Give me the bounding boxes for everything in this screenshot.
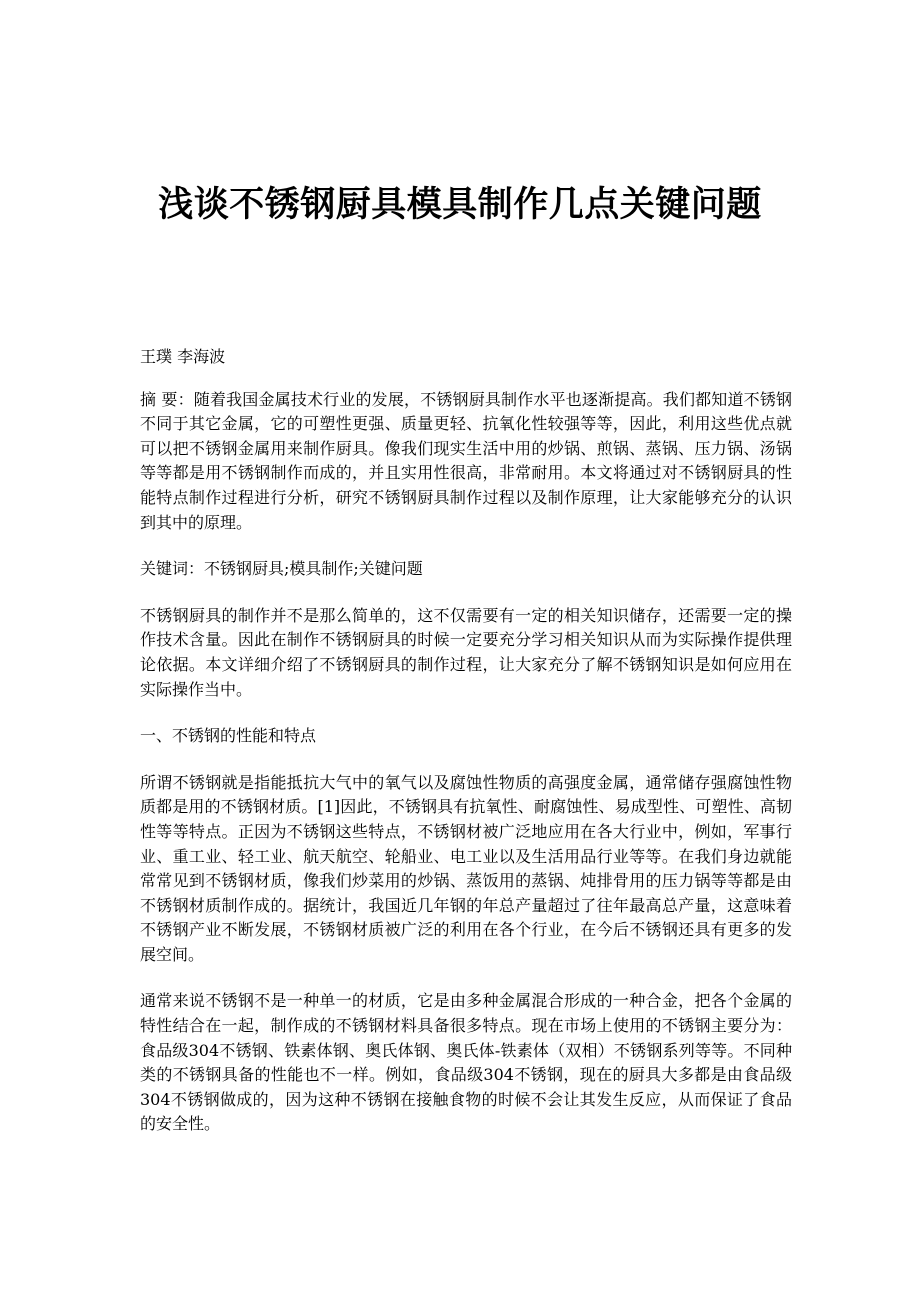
abstract-paragraph: 摘 要：随着我国金属技术行业的发展，不锈钢厨具制作水平也逐渐提高。我们都知道不锈钢不同于其它金属，它的可塑性更强、质量更轻、抗氧化性较强等等，因此，利用这些优点就可以把不锈钢金属用来制作厨具。像我们现实生活中用的炒锅、煎锅、蒸锅、压力锅、汤锅等等都是用不锈钢制作而成的，并且实用性很高，非常耐用。本文将通过对不锈钢厨具的性能特点制作过程进行分析，研究不锈钢厨具制作过程以及制作原理，让大家能够充分的认识到其中的原理。 xyxy=(140,389,792,532)
body-paragraph: 通常来说不锈钢不是一种单一的材质，它是由多种金属混合形成的一种合金，把各个金属的特性结合在一起，制作成的不锈钢材料具备很多特点。现在市场上使用的不锈钢主要分为：食品级304不锈钢、铁素体钢、奥氏体钢、奥氏体-铁素体（双相）不锈钢系列等等。不同种类的不锈钢具备的性能也不一样。例如，食品级304不锈钢，现在的厨具大多都是由食品级304不锈钢做成的，因为这种不锈钢在接触食物的时候不会让其发生反应，从而保证了食品的安全性。 xyxy=(140,991,792,1134)
paper-authors: 王璞 李海波 xyxy=(140,347,226,366)
paper-body xyxy=(140,345,792,1159)
intro-paragraph: 不锈钢厨具的制作并不是那么简单的，这不仅需要有一定的相关知识储存，还需要一定的操作技术含量。因此在制作不锈钢厨具的时候一定要充分学习相关知识从而为实际操作提供理论依据。本文详细介绍了不锈钢厨具的制作过程，让大家充分了解不锈钢知识是如何应用在实际操作当中。 xyxy=(140,605,792,699)
body-paragraph: 所谓不锈钢就是指能抵抗大气中的氧气以及腐蚀性物质的高强度金属，通常储存强腐蚀性物质都是用的不锈钢材质。[1]因此，不锈钢具有抗氧性、耐腐蚀性、易成型性、可塑性、高韧性等等特点。正因为不锈钢这些特点，不锈钢材被广泛地应用在各大行业中，例如，军事行业、重工业、轻工业、航天航空、轮船业、电工业以及生活用品行业等等。在我们身边就能常常见到不锈钢材质，像我们炒菜用的炒锅、蒸饭用的蒸锅、炖排骨用的压力锅等等都是由不锈钢材质制作成的。据统计，我国近几年钢的年总产量超过了往年最高总产量，这意味着不锈钢产业不断发展，不锈钢材质被广泛的利用在各个行业，在今后不锈钢还具有更多的发展空间。 xyxy=(140,772,792,964)
paper-title: 浅谈不锈钢厨具模具制作几点关键问题 xyxy=(158,185,762,225)
section-heading: 一、不锈钢的性能和特点 xyxy=(140,726,317,746)
keywords-line: 关键词：不锈钢厨具;模具制作;关键问题 xyxy=(140,559,423,579)
